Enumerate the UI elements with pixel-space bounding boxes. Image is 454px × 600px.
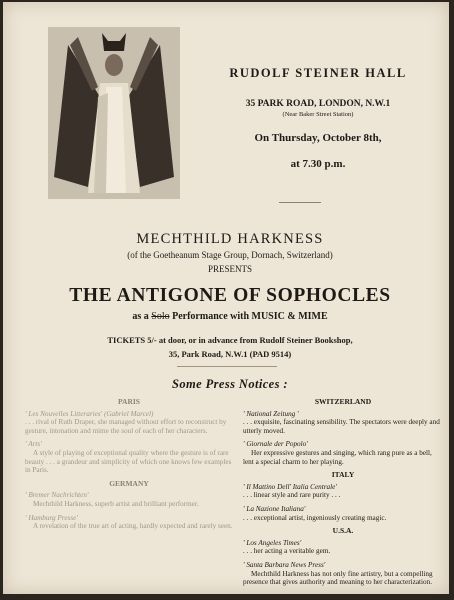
press-source: ' Il Mattino Dell' Italia Centrale': [243, 482, 337, 491]
ticket-info: [3, 333, 454, 361]
venue-block: [193, 66, 443, 170]
region-heading-switzerland: SWITZERLAND: [314, 397, 372, 406]
press-column-right: [243, 396, 443, 592]
region-heading-usa: U.S.A.: [332, 526, 354, 536]
press-quote: . . . linear style and rare purity . . .: [243, 491, 341, 500]
divider-rule: [279, 202, 321, 203]
region-heading-paris: PARIS: [118, 397, 140, 406]
address-note: (Near Baker Street Station): [282, 111, 354, 118]
press-quote: . . . rival of Ruth Draper, she managed without effort to reconstruct by gesture, intonation and mime the soul of each of her characters.: [25, 418, 227, 435]
performer-group: (of the Goetheanum Stage Group, Dornach, Switzerland): [127, 250, 333, 260]
performer-photo-image: [48, 27, 180, 199]
press-source: ' Giornale der Popolo': [243, 440, 308, 449]
press-column-left: [25, 396, 233, 536]
press-source: ' Arts': [25, 440, 42, 449]
subtitle-suffix: Performance with MUSIC & MIME: [169, 311, 328, 322]
press-quote: A revelation of the true art of acting, hardly expected and rarely seen.: [33, 522, 233, 531]
press-notices-heading: Some Press Notices :: [172, 377, 288, 391]
ticket-line-2: 35, Park Road, N.W.1 (PAD 9514): [168, 349, 292, 359]
event-time: at 7.30 p.m.: [290, 158, 346, 170]
press-quote: A style of playing of exceptional quality where the gesture is of rare beauty . . . a grandeur and simplicity of which one knows few examples in Paris.: [25, 448, 232, 475]
ticket-line-1: TICKETS 5/- at door, or in advance from Rudolf Steiner Bookshop,: [107, 335, 353, 345]
poster-sheet: [3, 2, 449, 594]
production-subtitle: [3, 311, 454, 322]
region-heading-italy: ITALY: [331, 470, 355, 480]
subtitle-prefix: as a: [132, 311, 152, 322]
press-quote: . . . her acting a veritable gem.: [243, 547, 331, 556]
press-source: ' Santa Barbara News Press': [243, 560, 326, 569]
press-source: ' Les Nouvelles Litteraries' (Gabriel Marcel): [25, 409, 154, 418]
presents-label: PRESENTS: [207, 264, 252, 274]
press-source: ' Hamburg Presse': [25, 513, 78, 522]
performer-name: MECHTHILD HARKNESS: [136, 231, 324, 247]
performer-photo: [48, 27, 180, 199]
subtitle-struck-word: Solo: [151, 311, 170, 322]
press-source: ' Los Angeles Times': [243, 538, 302, 547]
production-title: THE ANTIGONE OF SOPHOCLES: [69, 285, 391, 306]
press-quote: Her expressive gestures and singing, which rang pure as a bell, lent a special charm to her playing.: [243, 448, 432, 466]
venue-name: RUDOLF STEINER HALL: [229, 66, 407, 80]
press-source: ' National Zeitung ': [243, 409, 299, 418]
press-source: ' La Nazione Italiana': [243, 504, 306, 513]
press-quote: . . . exquisite, fascinating sensibility. The spectators were deeply and utterly moved.: [243, 418, 440, 435]
venue-address: 35 PARK ROAD, LONDON, N.W.1: [245, 99, 391, 109]
press-quote: Mechthild Harkness has not only fine artistry, but a compelling presence that gives authority and meaning to her characterization.: [243, 569, 433, 587]
press-quote: . . . exceptional artist, ingeniously creating magic.: [243, 513, 387, 522]
divider-rule-2: [177, 366, 277, 367]
press-source: ' Bremer Nachrichten': [25, 491, 89, 500]
region-heading-germany: GERMANY: [109, 478, 149, 488]
event-date: On Thursday, October 8th,: [254, 132, 382, 144]
press-quote: Mechthild Harkness, superb artist and brilliant performer.: [33, 499, 199, 508]
